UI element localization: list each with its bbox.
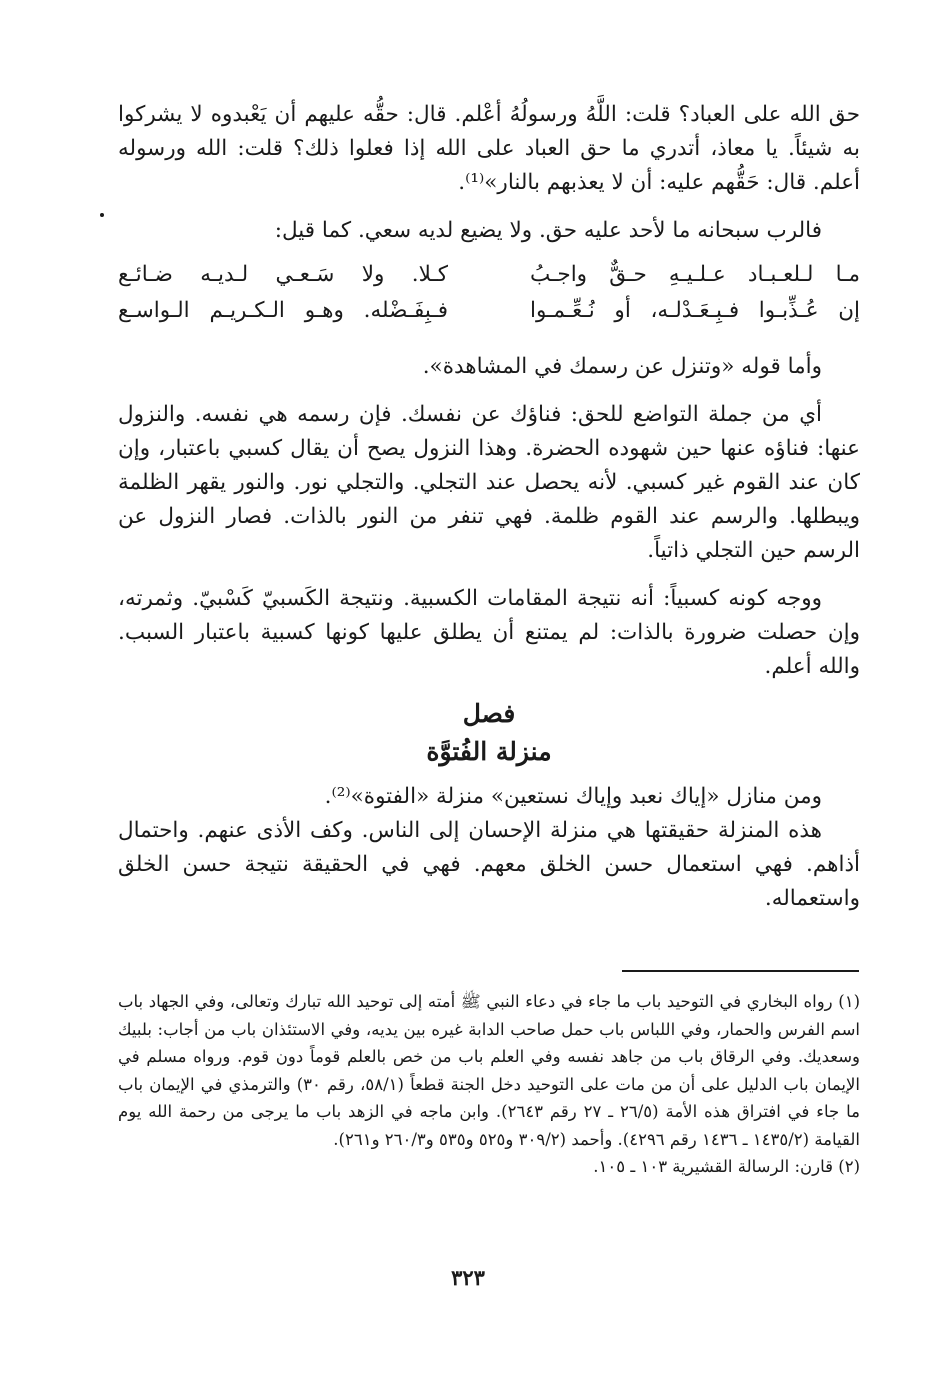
footnote-1: (١) رواه البخاري في التوحيد باب ما جاء في دعاء النبي ﷺ أمته إلى توحيد الله تبارك وتعالى، وفي الجهاد باب اسم الفرس والحمار، وفي اللباس باب حمل صاحب الدابة غيره بين يديه، وفي الاستئذان باب من أجاب: بلبيك وسعديك. وفي الرقاق باب من جاهد نفسه وفي العلم باب من خص بالعلم قوماً دون قوم. ورواه مسلم في الإيمان باب الدليل على أن من مات على التوحيد دخل الجنة قطعاً (٥٨/١، رقم ٣٠) والترمذي في الإيمان باب ما جاء في افتراق هذه الأمة (٢٦/٥ ـ ٢٧ رقم ٢٦٤٣). وابن ماجه في الزهد باب ما يرجى من رحمة الله يوم القيامة (١٤٣٥/٢ ـ ١٤٣٦ رقم ٤٢٩٦). وأحمد (٣٠٩/٢ و٥٢٥ و٥٣٥ و٢٦٠/٣ و٢٦١). — [118, 992, 861, 1149]
speck-mark — [100, 213, 104, 217]
section-heading: فصل — [462, 699, 516, 728]
poem-line-2 — [118, 294, 860, 334]
poem — [118, 252, 860, 342]
paragraph-5: ووجه كونه كسبياً: أنه نتيجة المقامات الكسبية. ونتيجة الكَسبيّ كَسْبيّ. وثمرته، وإن حصلت ضرورة بالذات: لم يمتنع أن يطلق عليها كونها كسبية باعتبار السبب. والله أعلم. — [118, 586, 860, 679]
main-text — [118, 98, 860, 916]
footnotes — [118, 988, 860, 1181]
poem-line-2-first-hemistich: إن عُـذِّبـوا فـبِـعَـدْلـه، أو نُـعِّـمـوا — [530, 298, 860, 323]
poem-line-1-second-hemistich: كـلا. ولا سَـعـي لـديـه ضـائـع — [118, 262, 448, 287]
paragraph-3: وأما قوله «وتنزل عن رسمك في المشاهدة». — [422, 354, 822, 379]
poem-line-2-second-hemistich: فـبِفَـضْله. وهـو الـكـريـم الـواسـع — [118, 298, 448, 323]
paragraph-2: فالرب سبحانه ما لأحد عليه حق. ولا يضيع لديه سعي. كما قيل: — [274, 218, 822, 243]
footnote-2: (٢) قارن: الرسالة القشيرية ١٠٣ ـ ١٠٥. — [593, 1157, 860, 1176]
page-number: ٣٢٣ — [451, 1265, 485, 1290]
paragraph-6: ومن منازل «إياك نعبد وإياك نستعين» منزلة «الفتوة»⁽²⁾. — [324, 784, 822, 809]
paragraph-1: حق الله على العباد؟ قلت: اللَّهُ ورسولُهُ أعْلم. قال: حقُّه عليهم أن يَعْبدوه لا يشركوا به شيئاً. يا معاذ، أتدري ما حق العباد على الله إذا فعلوا ذلك؟ قلت: الله ورسوله أعلم. قال: حَقُّهم عليه: أن لا يعذبهم بالنار»⁽¹⁾. — [118, 102, 860, 195]
paragraph-4: أي من جملة التواضع للحق: فناؤك عن نفسك. فإن رسمه هي نفسه. والنزول عنها: فناؤه عنها حين شهوده الحضرة. وهذا النزول يصح أن يقال كسبي باعتبار، وإن كان عند القوم غير كسبي. لأنه يحصل عند التجلي. والتجلي نور. والنور يقهر الظلمة ويبطلها. والرسم عند القوم ظلمة. فهي تنفر من النور بالذات. فصار النزول عن الرسم حين التجلي ذاتياً. — [118, 402, 860, 563]
paragraph-7: هذه المنزلة حقيقتها هي منزلة الإحسان إلى الناس. وكف الأذى عنهم. واحتمال أذاهم. فهي استعمال حسن الخلق معهم. فهي في الحقيقة نتيجة حسن الخلق واستعماله. — [118, 818, 860, 911]
section-subheading: منزلة الفُتوَّة — [426, 737, 552, 766]
footnote-divider — [622, 970, 859, 972]
poem-line-1-first-hemistich: مـا لـلعـبـاد عـلـيـهِ حـقٌّ واجـبُ — [530, 262, 860, 287]
poem-line-1 — [118, 258, 860, 298]
